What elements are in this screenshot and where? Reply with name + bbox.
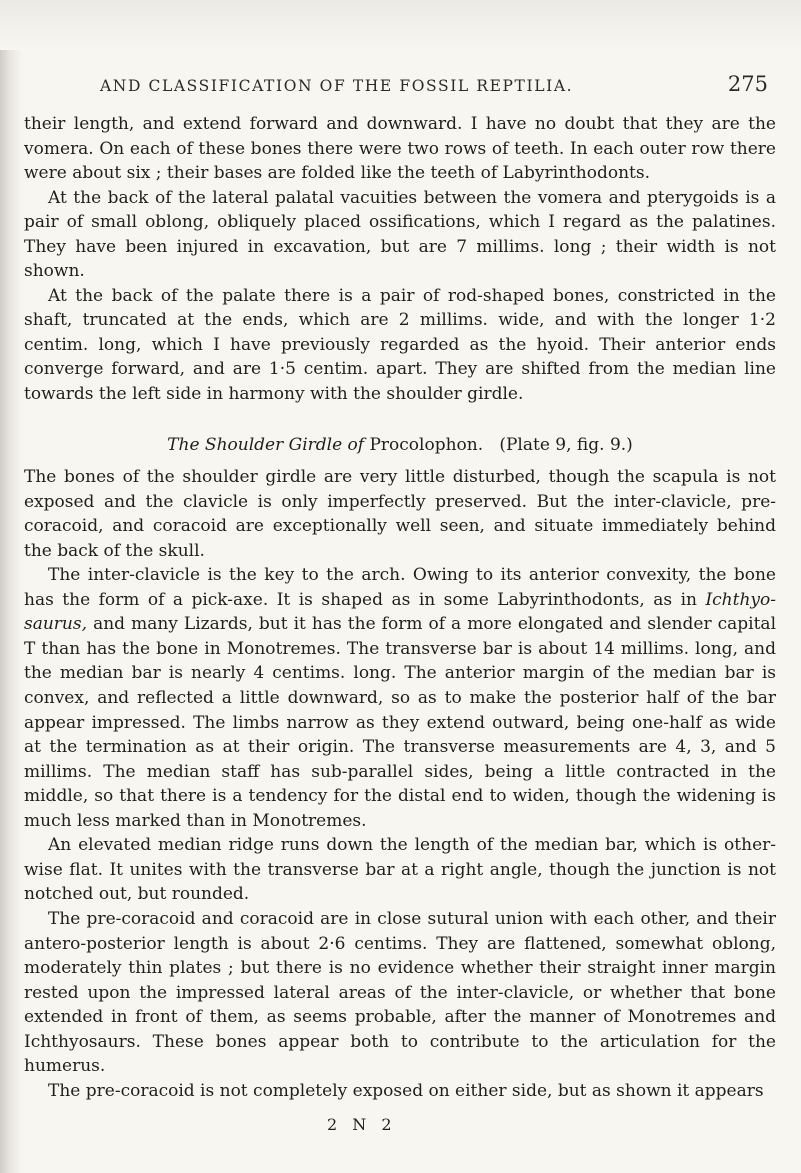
paragraph-pre-coracoid: The pre-coracoid is not completely exposed on either side, but as shown it appears [48, 1080, 764, 1101]
paragraph-palatines: At the back of the lateral palatal vacuities between the vomera and pterygoids is a pair of small oblong, obliquely placed ossifications, which I regard as the palatines. They have been injured in excavation, but are 7 millims. long ; their width is not shown. [24, 187, 776, 282]
paragraph-inter-clavicle [24, 563, 776, 833]
paragraph-hyoid: At the back of the palate there is a pair of rod-shaped bones, constricted in the shaft, truncated at the ends, which are 2 millims. wide, and with the longer 1·2 centim. long, which I have previously regarded as the hyoid. Their anterior ends converge forward, and are 1·5 centim. apart. They are shifted from the median line towards the left side in harmony with the shoulder girdle. [24, 285, 776, 405]
page-number: 275 [727, 72, 768, 96]
page-header [100, 72, 780, 107]
signature-mark: 2 N 2 [327, 1115, 397, 1134]
section-heading-name: Procolophon. [369, 434, 484, 455]
section-heading-plate-ref: (Plate 9, fig. 9.) [499, 434, 633, 455]
running-head: AND CLASSIFICATION OF THE FOSSIL REPTILIA. [100, 77, 574, 95]
page-body [24, 112, 776, 1103]
inter-clavicle-text-1: The inter-clavicle is the key to the arch. Owing to its anterior convexity, the bone has the form of a pick-axe. It is shaped as in some Labyrinthodonts, as in [24, 565, 776, 610]
page-gutter-shadow [0, 0, 22, 1173]
paragraph-vomera: their length, and extend forward and downward. I have no doubt that they are the vomera. On each of these bones there were two rows of teeth. In each outer row there were about six ; their bases are folded like the teeth of Labyrinthodonts. [24, 114, 776, 184]
inter-clavicle-text-2: and many Lizards, but it has the form of a more elongated and slender capital T than has the bone in Monotremes. The transverse bar is about 14 millims. long, and the median bar is nearly 4 centims. long. The anterior margin of the median bar is convex, and reflected a little downward, so as to make the posterior half of the bar appear impressed. The limbs narrow as they extend outward, being one-half as wide at the termination as at their origin. The transverse measurements are 4, 3, and 5 millims. The median staff has sub-parallel sides, being a little contracted in the middle, so that there is a tendency for the distal end to widen, though the widening is much less marked than in Monotremes. [24, 614, 777, 831]
inter-clavicle-italic-term: Ichthyo-saurus, [24, 589, 776, 635]
paragraph-median-ridge: An elevated median ridge runs down the length of the median bar, which is other-wise flat. It unites with the transverse bar at a right angle, though the junction is not notched out, but rounded. [24, 835, 776, 905]
page-top-shadow [0, 0, 801, 50]
paragraph-coracoid: The pre-coracoid and coracoid are in close sutural union with each other, and their antero-posterior length is about 2·6 centims. They are flattened, somewhat oblong, moderately thin plates ; but there is no evidence whether their straight inner margin rested upon the impressed lateral areas of the inter-clavicle, or whether that bone extended in front of them, as seems probable, after the manner of Monotremes and Ichthyosaurs. These bones appear both to contribute to the articulation for the humerus. [24, 908, 776, 1077]
section-heading [24, 433, 776, 458]
paragraph-shoulder-girdle: The bones of the shoulder girdle are very little disturbed, though the scapula is not exposed and the clavicle is only imperfectly preserved. But the inter-clavicle, pre-coracoid, and coracoid are exceptionally well seen, and situate immediately behind the back of the skull. [24, 467, 776, 561]
section-heading-italic: The Shoulder Girdle of [167, 434, 365, 455]
